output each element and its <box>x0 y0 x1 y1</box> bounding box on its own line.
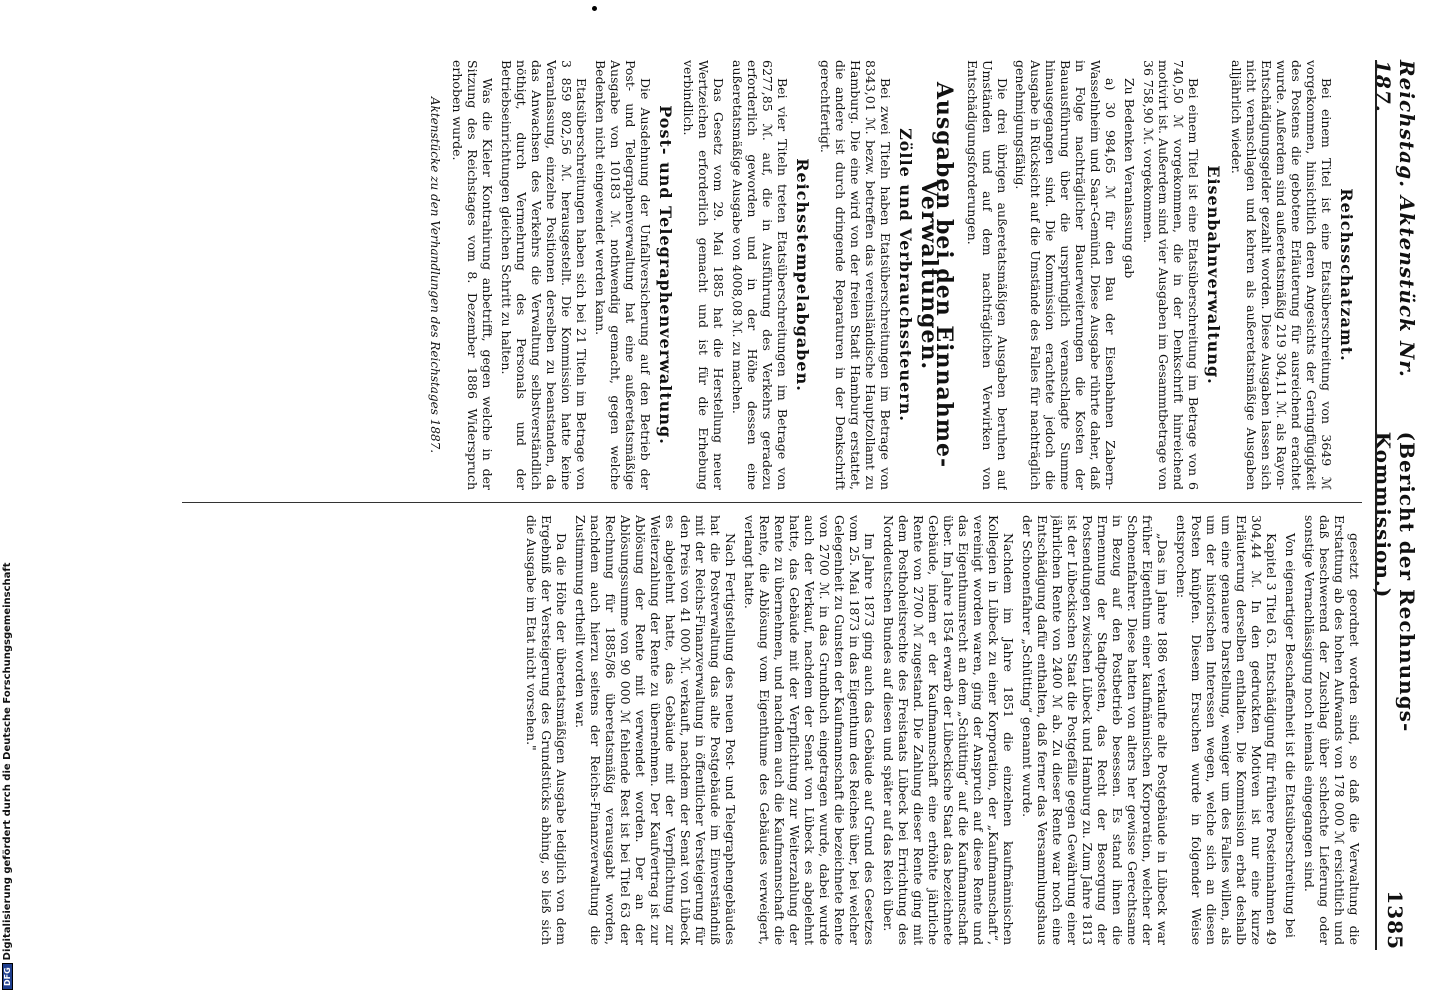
paragraph: „Das im Jahre 1886 verkaufte alte Postgebäude in Lübeck war früher Eigenthum einer kaufmännischen Korporation, welcher der Schonenfahrer. Diese hatten von alters her gewisse Gerechtsame in Bezug auf den Postbetrieb besessen. Es stand ihnen die Ernennung der Stadtposten, das Recht der Besorgung der Postsendungen zwischen Lübeck und Hamburg zu. Zum Jahre 1813 ist der Lübeckischen Staat die Postgefälle gegen Gewährung einer jährlichen Rente von 2400 ℳ ab. Zu dieser Rente war noch eine Entschädigung dafür enthalten, daß ferner das Versammlungshaus der Schonenfahrer „Schütting“ genannt wurde. <box>1020 515 1170 945</box>
paragraph: Da die Höhe der überetatsmäßigen Ausgabe lediglich von dem Ergebniß der Versteigerung des Grundstücks abhing, so ließ sich die Ausgabe im Etat nicht vorsehen." <box>524 515 569 945</box>
section-title: Post- und Telegraphenverwaltung. <box>656 105 675 445</box>
page-footer: Aktenstücke zu den Verhandlungen des Reichstages 1887. <box>428 96 442 454</box>
paragraph: Nachdem im Jahre 1851 die einzelnen kaufmännischen Kollegien in Lübeck zu einer Korporation, der „Kaufmannschaft“, vereinigt worden waren, ging der Anspruch auf diese Rente und das Eigenthumsrecht an dem „Schütting“ auf die Kaufmannschaft über. Im Jahre 1854 erwarb der Lübeckische Staat das bezeichnete Gebäude, indem er der Kaufmannschaft eine erhöhte jährliche Rente von 2700 ℳ zugestand. Die Zahlung dieser Rente ging mit dem Posthoheitsrechte des Freistaats Lübeck bei Errichtung des Norddeutschen Bundes auf diesen und später auf das Reich über. <box>881 515 1016 945</box>
right-column <box>182 515 1362 945</box>
dfg-logo: DFG <box>2 963 13 990</box>
scan-mark <box>592 6 597 11</box>
header-center: (Bericht der Rechnungs-Kommission.) <box>1371 431 1419 733</box>
paragraph: Bei zwei Titeln haben Etatsüberschreitungen im Betrage von 8343,01 ℳ. bezw. betreffen das vereinsländische Hauptzollamt zu Hamburg. Die eine wird von der freien Stadt Hamburg erstattet, die andere ist durch dringende Reparaturen in der Denkschrift gerechtfertigt. <box>818 60 893 490</box>
left-column <box>182 60 1362 490</box>
header-left: Reichstag. Aktenstück Nr. 187. <box>1371 60 1419 378</box>
digitization-text: Digitalisierung gefördert durch die Deutsche Forschungsgemeinschaft <box>2 562 13 961</box>
paragraph: Bei einem Titel ist eine Etatsüberschreitung im Betrage von 6 740,50 ℳ vorgekommen, die in der Denkschrift hinreichend motivirt ist. Außerdem sind vier Ausgaben im Gesammtbetrage von 36 758,90 ℳ. vorgekommen. <box>1141 60 1201 490</box>
column-divider <box>182 502 1362 503</box>
page-header <box>1371 60 1419 950</box>
paragraph: Im Jahre 1873 ging auch das Gebäude auf Grund des Gesetzes vom 25. Mai 1873 in das Eigenthum des Reiches über, bei welcher Gelegenheit zu Gunsten der Kaufmannschaft die bezeichnete Rente von 2700 ℳ. in das Grundbuch eingetragen wurde, dabei wurde auch der Verkauf, nachdem der Senat von Lübeck es abgelehnt hatte, das Gebäude mit der Verpflichtung zur Weiterzahlung der Rente zu übernehmen, und nachdem auch die Kaufmannschaft die Rente, die Ablösung vom Eigenthume des Gebäudes verweigert, verlangt hatte. <box>742 515 877 945</box>
paragraph: Kapitel 3 Titel 63. Entschädigung für frühere Posteinnahmen 49 304,44 ℳ. In den gedruckten Motiven ist nur eine kurze Erläuterung derselben enthalten. Die Kommission erbat deshalb um eine genauere Darstellung, weniger um des Falles willen, als um der historischen Interessen wegen, welche sich an diesen Posten knüpfen. Diesem Ersuchen wurde in folgender Weise entsprochen: <box>1174 515 1279 945</box>
list-item: a) 30 984,65 ℳ für den Bau der Eisenbahnen Zabern-Wasselnheim und Saar-Gemünd. Diese Ausgabe rührte daher, daß in Folge nachträglicher Bauerweiterungen die Kosten der Bauausführung über die ursprünglich veranschlagte Summe hinausgegangen sind. Die Kommission erachtete jedoch die Ausgabe in Rücksicht auf die Umstände des Falles für nachträglich genehmigungsfähig. <box>1013 60 1118 490</box>
paragraph: Von eigenartiger Beschaffenheit ist die Etatsüberschreitung bei <box>1283 533 1298 938</box>
digitization-note <box>2 560 13 990</box>
section-title: Eisenbahnverwaltung. <box>1204 165 1223 385</box>
page-number: 1385 <box>1383 890 1407 950</box>
paragraph: Bei einem Titel ist eine Etatsüberschreitung von 3649 ℳ vorgekommen, hinsichtlich deren Angesichts der Geringfügigkeit des Postens die gebotene Erläuterung für ausreichend erachtet wurde. Außerdem sind außeretatsmäßig 219 304,11 ℳ. als Rayon-Entschädigungsgelder gezahlt worden. Diese Ausgaben lassen sich nicht veranschlagen und kehren als außeretatsmäßige Ausgaben alljährlich wieder. <box>1229 60 1334 490</box>
header-rule <box>1375 60 1377 950</box>
paragraph: Was die Kieler Kontrahirung anbetrifft, gegen welche in der Sitzung des Reichstages vom 8. Dezember 1886 Widerspruch erhoben wurde. <box>450 60 495 490</box>
paragraph: Nach Fertigstellung des neuen Post- und Telegraphengebäudes hat die Postverwaltung das alte Postgebäude im Einverständniß mit der Reichs-Finanzverwaltung in öffentlicher Versteigerung für den Preis von 41 000 ℳ. verkauft, nachdem der Senat von Lübeck es abgelehnt hatte, das Gebäude mit der Verpflichtung zur Weiterzahlung der Rente zu übernehmen. Der Kaufvertrag ist zur Ablösung der Rente mit verwendet worden. Der an der Ablösungssumme von 90 000 ℳ fehlende Rest ist bei Titel 63 der Rechnung für 1885/86 überetatsmäßig verausgabt worden, nachdem auch hierzu seitens der Reichs-Finanzverwaltung die Zustimmung ertheilt worden war. <box>573 515 738 945</box>
paragraph: Bei vier Titeln treten Etatsüberschreitungen im Betrage von 6277,85 ℳ. auf, die in Ausführung des Verkehrs geradezu erforderlich geworden und in der Höhe dessen eine außeretatsmäßige Ausgabe von 4008,08 ℳ. zu machen. <box>730 60 790 490</box>
paragraph: Das Gesetz vom 29. Mai 1885 hat die Herstellung neuer Wertzeichen erforderlich gemacht und ist für die Erhebung verbindlich. <box>681 60 726 490</box>
section-title: Reichsstempelabgaben. <box>793 158 812 392</box>
paragraph: Etatsüberschreitungen haben sich bei 21 Titeln im Betrage von 3 859 802,56 ℳ. herausgestellt. Die Kommission hatte keine Veranlassung, einzelne Positionen derselben zu beanstanden, da das Anwachsen des Verkehrs die Verwaltung selbstverständlich nöthigt, durch Vermehrung des Personals und der Betriebseinrichtungen gleichen Schritt zu halten. <box>499 60 589 490</box>
paragraph: Die drei übrigen außeretatsmäßigen Ausgaben beruhen auf Umständen und auf dem nachträglichen Verwirken von Entschädigungsforderungen. <box>965 60 1010 490</box>
section-title: Reichsschatzamt. <box>1337 188 1356 362</box>
paragraph: Die Ausdehnung der Unfallversicherung auf den Betrieb der Post- und Telegraphenverwaltung hat eine außeretatsmäßige Ausgabe von 10183 ℳ. nothwendig gemacht, gegen welche Bedenken nicht eingewendet werden kann. <box>593 60 653 490</box>
paragraph: gesetzt geordnet worden sind, so daß die Verwaltung die Erstattung ab des hohen Aufwands von 178 000 ℳ ersichtlich und daß beschwerend der Zuschlag über schlechte Lieferung oder sonstige Vernachlässigung noch niemals eingegangen sind. <box>1302 515 1362 945</box>
scanned-page <box>102 40 1432 950</box>
section-title: Ausgaben bei den Einnahme-Verwaltungen. <box>916 81 957 469</box>
section-title: Zölle und Verbrauchssteuern. <box>896 128 915 422</box>
paragraph: Zu Bedenken Veranlassung gab <box>1122 78 1137 279</box>
